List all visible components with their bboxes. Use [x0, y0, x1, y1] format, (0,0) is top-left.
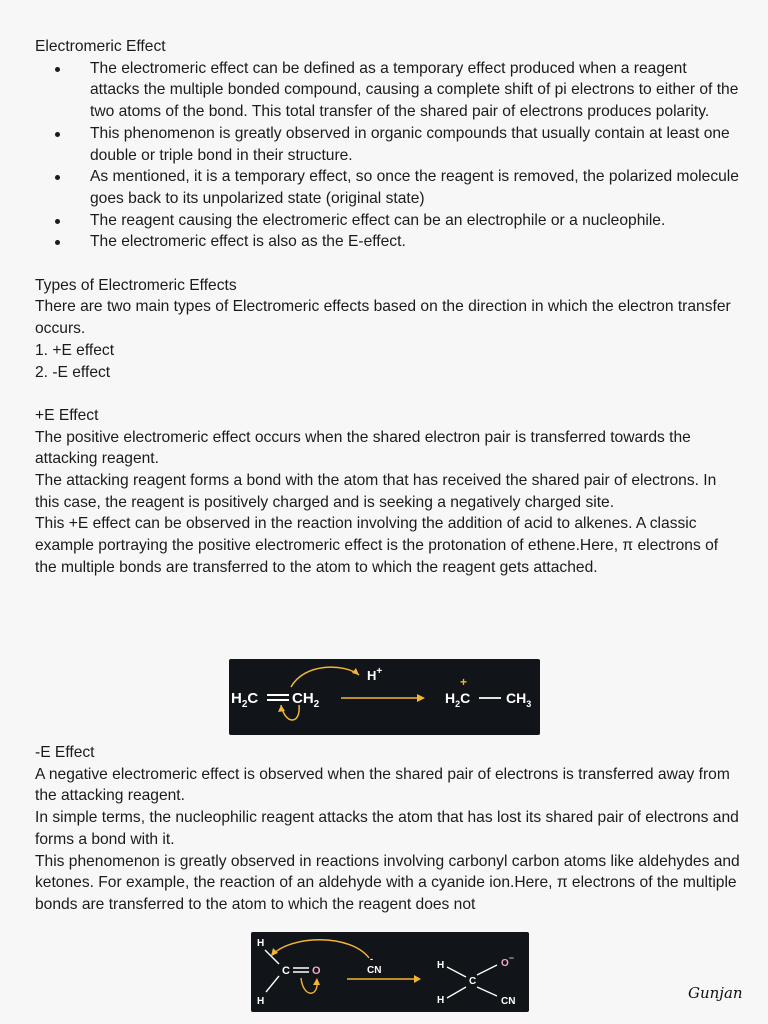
- section-heading-plus-e: +E Effect: [35, 406, 99, 424]
- minus-e-paragraph: In simple terms, the nucleophilic reagent attacks the atom that has lost its shared pair of electrons and forms a bond with it.: [35, 809, 739, 848]
- atom-carbon: C: [282, 965, 290, 977]
- arrowhead-icon: [313, 978, 320, 985]
- bullet-item: The reagent causing the electromeric effect can be an electrophile or a nucleophile.: [35, 210, 740, 232]
- atom-oxygen: O: [312, 965, 321, 977]
- reagent-charge: -: [370, 954, 373, 964]
- nucleophile-attack-arrow: [271, 940, 369, 958]
- reagent-cn: CN: [367, 965, 382, 976]
- atom-h-top: H: [257, 938, 265, 949]
- product-carbon: C: [469, 976, 477, 987]
- bullet-item: As mentioned, it is a temporary effect, so once the reagent is removed, the polarized molecule goes back to its unpolarized state (original state): [35, 166, 740, 209]
- product-oxygen: O−: [501, 953, 515, 969]
- pi-electron-arrow: [281, 705, 299, 720]
- product-cn: CN: [501, 996, 516, 1007]
- section-heading-types: Types of Electromeric Effects: [35, 276, 237, 294]
- document-body: [35, 36, 740, 579]
- bullet-item: The electromeric effect is also as the E-effect.: [35, 231, 740, 253]
- arrowhead-icon: [278, 705, 285, 712]
- minus-e-paragraph: This phenomenon is greatly observed in reactions involving carbonyl carbon atoms like aldehydes and ketones. For example, the reaction of an aldehyde with a cyanide ion.Here, π electrons of the multiple bonds are transferred to the atom to which the reagent does not: [35, 852, 740, 913]
- bond-line: [266, 976, 279, 992]
- reactant-ch2: $CH_2$: [292, 690, 320, 710]
- section-heading-minus-e: -E Effect: [35, 744, 95, 761]
- electromeric-bullet-list: [35, 58, 740, 253]
- reagent-h-plus: H+: [367, 666, 383, 683]
- types-intro: There are two main types of Electromeric effects based on the direction in which the electron transfer occurs.: [35, 298, 731, 338]
- bond-line: [477, 987, 497, 996]
- plus-e-paragraph: This +E effect can be observed in the reaction involving the addition of acid to alkenes. A classic example portraying the positive electromeric effect is the protonation of ethene.Here, π electrons of the multiple bonds are transferred to the atom to which the reagent gets attached.: [35, 515, 719, 576]
- atom-h-bottom: H: [257, 996, 265, 1007]
- handwritten-signature: Gunjan: [688, 984, 743, 1002]
- carbocation-charge: +: [460, 675, 468, 689]
- bond-line: [447, 967, 466, 977]
- reactant-h2c: $H_2C$: [231, 690, 259, 710]
- product-h-bottom: H: [437, 995, 445, 1006]
- arrowhead-icon: [417, 694, 425, 702]
- minus-e-paragraph: A negative electromeric effect is observed when the shared pair of electrons is transferred away from the attacking reagent.: [35, 765, 730, 805]
- arrowhead-icon: [414, 975, 421, 983]
- plus-e-paragraph: The positive electromeric effect occurs when the shared electron pair is transferred towards the attacking reagent.: [35, 428, 691, 468]
- product-h-top: H: [437, 960, 445, 971]
- section-heading-electromeric: Electromeric Effect: [35, 38, 166, 55]
- plus-e-paragraph: The attacking reagent forms a bond with the atom that has received the shared pair of electrons. In this case, the reagent is positively charged and is seeking a negatively charged site.: [35, 472, 717, 511]
- bond-line: [447, 987, 466, 998]
- electron-shift-arrow: [291, 667, 359, 687]
- types-item: 2. -E effect: [35, 363, 111, 381]
- bullet-item: The electromeric effect can be defined as a temporary effect produced when a reagent attacks the multiple bonded compound, causing a complete shift of pi electrons to either of the two atoms of the bond. This total transfer of the shared pair of electrons produces polarity.: [35, 58, 740, 123]
- pi-electron-arrow: [301, 978, 317, 993]
- types-item: 1. +E effect: [35, 341, 115, 359]
- product-h2c: $H_2C$: [445, 690, 471, 709]
- minus-e-section: [35, 742, 740, 916]
- cyanide-addition-diagram: [251, 932, 529, 1012]
- arrowhead-icon: [271, 948, 278, 956]
- product-ch3: $CH_3$: [506, 690, 532, 709]
- bond-line: [477, 965, 497, 975]
- bullet-item: This phenomenon is greatly observed in organic compounds that usually contain at least one double or triple bond in their structure.: [35, 123, 740, 166]
- ethene-protonation-diagram: [229, 659, 540, 735]
